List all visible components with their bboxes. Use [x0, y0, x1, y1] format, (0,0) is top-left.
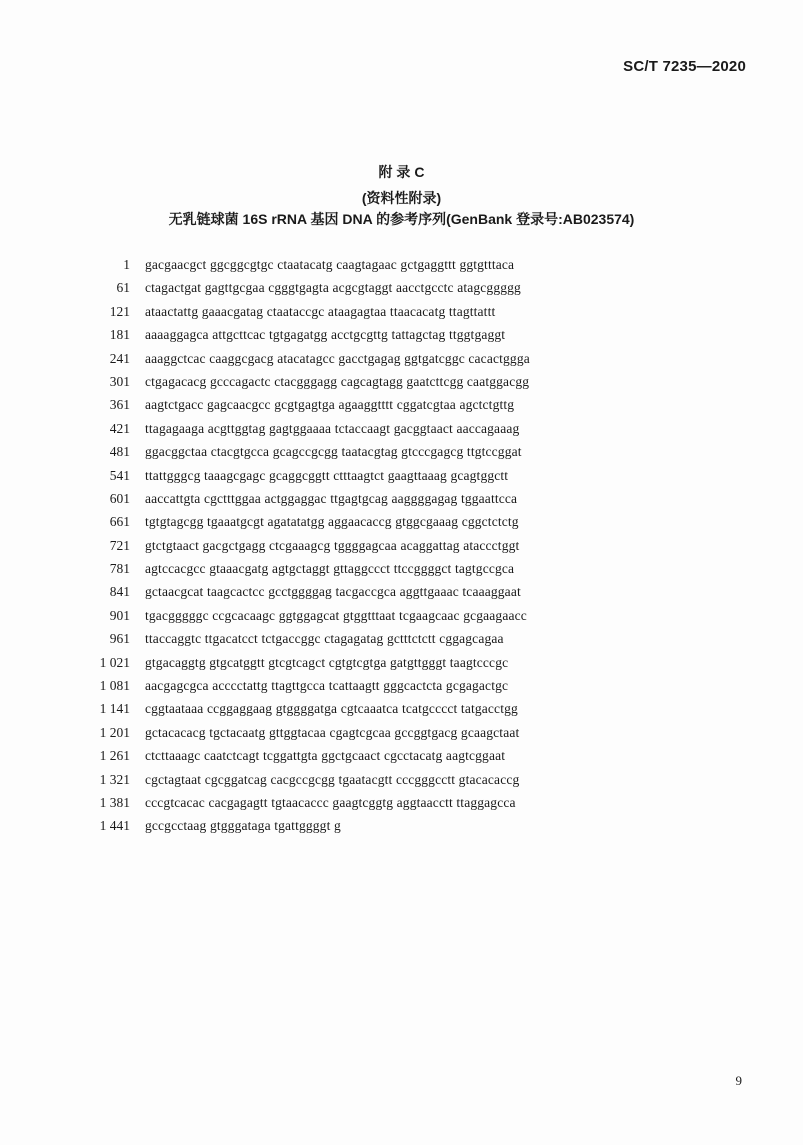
- sequence-row: [0, 510, 803, 533]
- sequence-position: 241: [109, 350, 130, 366]
- sequence-position: 181: [109, 327, 130, 343]
- sequence-row: [0, 814, 803, 837]
- sequence-position: 841: [109, 584, 130, 600]
- sequence-row: [0, 300, 803, 323]
- sequence-row: [0, 791, 803, 814]
- sequence-row: [0, 674, 803, 697]
- sequence-bases: ataactattg gaaacgatag ctaataccgc ataagagtaa ttaacacatg ttagttattt: [145, 303, 496, 319]
- sequence-bases: aacgagcgca acccctattg ttagttgcca tcattaagtt gggcactcta gcgagactgc: [145, 678, 509, 694]
- appendix-type: (资料性附录): [361, 190, 442, 206]
- sequence-bases: gtgacaggtg gtgcatggtt gtcgtcagct cgtgtcgtga gatgttgggt taagtcccgc: [145, 654, 509, 670]
- sequence-bases: gctacacacg tgctacaatg gttggtacaa cgagtcgcaa gccggtgacg gcaagctaat: [145, 724, 520, 740]
- sequence-bases: ttaccaggtc ttgacatcct tctgaccggc ctagagatag gctttctctt cggagcagaa: [145, 631, 504, 647]
- page-number: 9: [735, 1073, 742, 1088]
- sequence-bases: gacgaacgct ggcggcgtgc ctaatacatg caagtagaac gctgaggttt ggtgtttaca: [145, 257, 515, 272]
- sequence-bases: aaaaggagca attgcttcac tgtgagatgg acctgcgttg tattagctag ttggtgaggt: [145, 327, 506, 343]
- sequence-bases: ttattgggcg taaagcgagc gcaggcggtt ctttaagtct gaagttaaag gcagtggctt: [145, 467, 509, 483]
- sequence-position: 1 141: [99, 701, 130, 717]
- sequence-bases: cgctagtaat cgcggatcag cacgccgcgg tgaatacgtt cccgggcctt gtacacaccg: [145, 771, 520, 787]
- sequence-position: 1 261: [99, 748, 130, 764]
- sequence-position: 361: [109, 397, 130, 413]
- sequence-row: [0, 534, 803, 557]
- sequence-position: 901: [109, 607, 130, 623]
- sequence-position: 1 321: [99, 771, 130, 787]
- sequence-row: [0, 487, 803, 510]
- sequence-position: 781: [109, 561, 130, 577]
- sequence-row: [0, 417, 803, 440]
- sequence-bases: ctgagacacg gcccagactc ctacgggagg cagcagtagg gaatcttcgg caatggacgg: [145, 373, 530, 389]
- sequence-position: 121: [109, 303, 130, 319]
- sequence-bases: tgacgggggc ccgcacaagc ggtggagcat gtggtttaat tcgaagcaac gcgaagaacc: [145, 607, 527, 623]
- sequence-bases: gctaacgcat taagcactcc gcctggggag tacgaccgca aggttgaaac tcaaaggaat: [145, 584, 521, 600]
- sequence-row: [0, 627, 803, 650]
- sequence-position: 61: [116, 280, 130, 296]
- sequence-row: [0, 370, 803, 393]
- sequence-position: 1 021: [99, 654, 130, 670]
- sequence-position: 1 201: [99, 724, 130, 740]
- sequence-position: 1 441: [99, 818, 130, 834]
- sequence-position: 1 381: [99, 794, 130, 810]
- sequence-row: [0, 580, 803, 603]
- sequence-bases: cggtaataaa ccggaggaag gtggggatga cgtcaaatca tcatgcccct tatgacctgg: [145, 701, 518, 717]
- sequence-row: [0, 323, 803, 346]
- sequence-row: [0, 651, 803, 674]
- sequence-row: [0, 276, 803, 299]
- sequence-bases: ggacggctaa ctacgtgcca gcagccgcgg taatacgtag gtcccgagcg ttgtccggat: [145, 444, 522, 460]
- sequence-bases: tgtgtagcgg tgaaatgcgt agatatatgg aggaacaccg gtggcgaaag cggctctctg: [145, 514, 519, 530]
- sequence-position: 421: [109, 420, 130, 436]
- sequence-position: 1: [123, 257, 130, 272]
- sequence-position: 541: [109, 467, 130, 483]
- sequence-position: 721: [109, 537, 130, 553]
- sequence-listing: [0, 253, 803, 838]
- sequence-row: [0, 253, 803, 276]
- sequence-position: 301: [109, 373, 130, 389]
- sequence-bases: ttagagaaga acgttggtag gagtggaaaa tctaccaagt gacggtaact aaccagaaag: [145, 420, 520, 436]
- sequence-bases: aaccattgta cgctttggaa actggaggac ttgagtgcag aaggggagag tggaattcca: [145, 490, 518, 506]
- sequence-row: [0, 393, 803, 416]
- sequence-bases: gtctgtaact gacgctgagg ctcgaaagcg tggggagcaa acaggattag ataccctggt: [145, 537, 520, 553]
- sequence-bases: aaaggctcac caaggcgacg atacatagcc gacctgagag ggtgatcggc cacactggga: [145, 350, 530, 366]
- sequence-bases: aagtctgacc gagcaacgcc gcgtgagtga agaaggtttt cggatcgtaa agctctgttg: [145, 397, 515, 413]
- sequence-row: [0, 721, 803, 744]
- sequence-bases: ctcttaaagc caatctcagt tcggattgta ggctgcaact cgcctacatg aagtcggaat: [145, 748, 506, 764]
- sequence-bases: ctagactgat gagttgcgaa cgggtgagta acgcgtaggt aacctgcctc atagcggggg: [145, 280, 521, 296]
- sequence-bases: agtccacgcc gtaaacgatg agtgctaggt gttaggccct ttccggggct tagtgccgca: [145, 561, 515, 577]
- sequence-row: [0, 604, 803, 627]
- sequence-row: [0, 464, 803, 487]
- sequence-row: [0, 347, 803, 370]
- sequence-row: [0, 557, 803, 580]
- sequence-row: [0, 697, 803, 720]
- sequence-row: [0, 744, 803, 767]
- sequence-bases: cccgtcacac cacgagagtt tgtaacaccc gaagtcggtg aggtaacctt ttaggagcca: [145, 794, 516, 810]
- sequence-position: 661: [109, 514, 130, 530]
- sequence-row: [0, 768, 803, 791]
- sequence-position: 601: [109, 490, 130, 506]
- sequence-row: [0, 440, 803, 463]
- sequence-position: 1 081: [99, 678, 130, 694]
- appendix-title: 无乳链球菌 16S rRNA 基因 DNA 的参考序列(GenBank 登录号:AB023574): [168, 211, 635, 227]
- sequence-position: 481: [109, 444, 130, 460]
- sequence-position: 961: [109, 631, 130, 647]
- appendix-label: 附 录 C: [378, 164, 425, 180]
- standard-code: SC/T 7235—2020: [623, 58, 746, 75]
- sequence-bases: gccgcctaag gtgggataga tgattggggt g: [145, 818, 341, 834]
